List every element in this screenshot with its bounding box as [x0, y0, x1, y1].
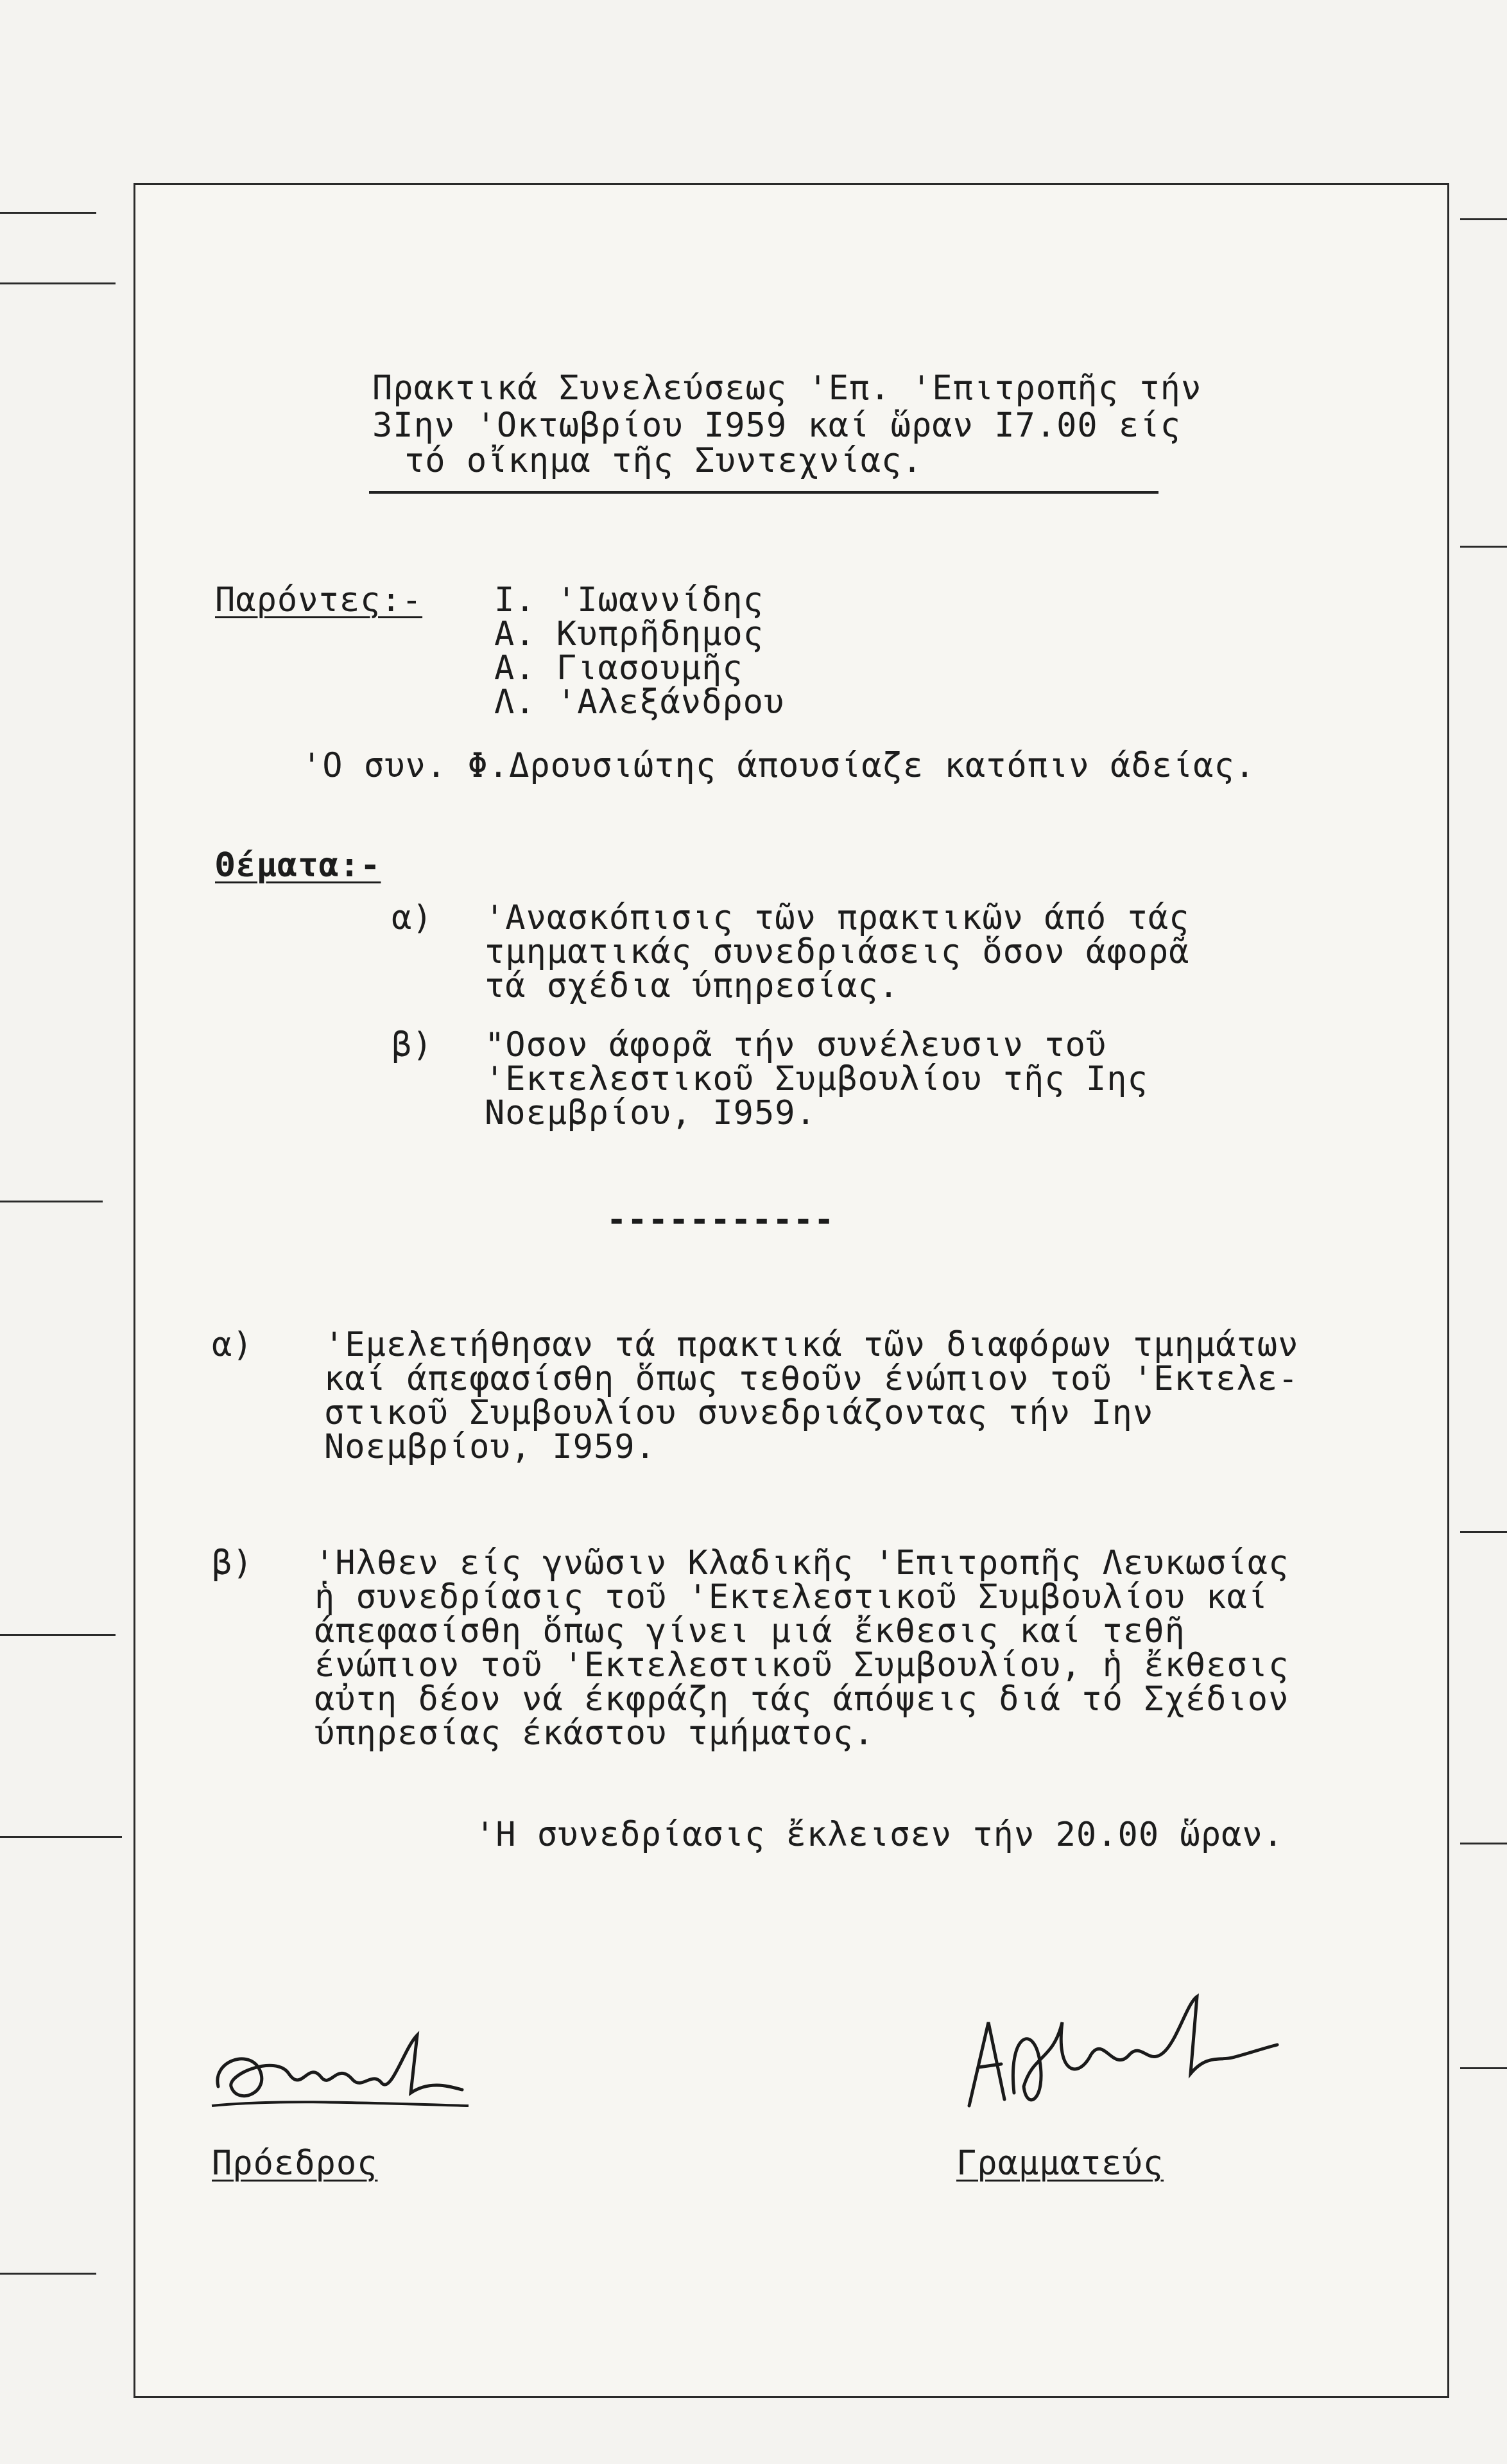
- header-underline: [369, 491, 1158, 494]
- section-separator: -----------: [607, 1201, 835, 1239]
- closing-line: 'Η συνεδρίασις ἔκλεισεν τήν 20.00 ὥραν.: [475, 1816, 1284, 1854]
- decision-marker: α): [212, 1326, 254, 1364]
- topic-line: Νοεμβρίου, Ι959.: [485, 1094, 816, 1132]
- scan-edge-line: [1460, 2067, 1507, 2069]
- scan-edge-line: [0, 282, 116, 284]
- header-line: τό οἴκημα τῆς Συντεχνίας.: [404, 442, 923, 480]
- decision-line: Νοεμβρίου, Ι959.: [324, 1428, 656, 1466]
- present-member: Α. Γιασουμῆς: [494, 649, 743, 688]
- present-label: Παρόντες:-: [215, 581, 423, 620]
- scan-edge-line: [1460, 1531, 1507, 1533]
- present-member: Α. Κυπρῆδημος: [494, 615, 764, 654]
- topic-line: 'Εκτελεστικοῦ Συμβουλίου τῆς Ιης: [485, 1060, 1148, 1098]
- decision-marker: β): [212, 1544, 254, 1583]
- decision-line: 'Εμελετήθησαν τά πρακτικά τῶν διαφόρων τμημάτων: [324, 1326, 1299, 1364]
- scan-edge-line: [0, 212, 96, 214]
- decision-line: 'Ηλθεν είς γνῶσιν Κλαδικῆς 'Επιτροπῆς Λευκωσίας: [314, 1544, 1289, 1583]
- decision-line: άπεφασίσθη ὅπως γίνει μιά ἔκθεσις καί τεθῆ: [314, 1612, 1185, 1651]
- absence-note: 'Ο συν. Φ.Δρουσιώτης άπουσίαζε κατόπιν άδείας.: [302, 747, 1256, 785]
- decision-line: στικοῦ Συμβουλίου συνεδριάζοντας τήν Ιην: [324, 1394, 1154, 1432]
- scan-edge-line: [0, 2273, 96, 2275]
- scan-edge-line: [1460, 218, 1507, 220]
- scan-edge-line: [0, 1634, 116, 1636]
- scan-edge-line: [1460, 546, 1507, 548]
- decision-line: ἡ συνεδρίασις τοῦ 'Εκτελεστικοῦ Συμβουλίου καί: [314, 1578, 1269, 1617]
- topic-line: 'Ανασκόπισις τῶν πρακτικῶν άπό τάς: [485, 899, 1190, 937]
- decision-line: ένώπιον τοῦ 'Εκτελεστικοῦ Συμβουλίου, ἡ ἔκθεσις: [314, 1646, 1289, 1685]
- present-member: Λ. 'Αλεξάνδρου: [494, 683, 785, 722]
- header-line: 3Ιην 'Οκτωβρίου Ι959 καί ὥραν Ι7.00 είς: [372, 406, 1181, 445]
- scan-edge-line: [1460, 1843, 1507, 1844]
- topic-marker: α): [392, 899, 433, 937]
- decision-line: αὐτη δέον νά έκφράζη τάς άπόψεις διά τό Σχέδιον: [314, 1680, 1289, 1719]
- topic-marker: β): [392, 1026, 433, 1064]
- header-line: Πρακτικά Συνελεύσεως 'Επ. 'Επιτροπῆς τήν: [372, 369, 1202, 408]
- topic-line: "Οσον άφορᾶ τήν συνέλευσιν τοῦ: [485, 1026, 1107, 1064]
- secretary-signature: [943, 1984, 1303, 2131]
- present-member: Ι. 'Ιωαννίδης: [494, 581, 764, 620]
- decision-line: καί άπεφασίσθη ὅπως τεθοῦν ένώπιον τοῦ 'Εκτελε-: [324, 1360, 1299, 1398]
- secretary-label: Γραμματεύς: [956, 2144, 1164, 2183]
- topic-line: τμηματικάς συνεδριάσεις ὅσον άφορᾶ: [485, 933, 1190, 971]
- topic-line: τά σχέδια ύπηρεσίας.: [485, 967, 900, 1005]
- scan-edge-line: [0, 1201, 103, 1202]
- scan-edge-line: [0, 1836, 122, 1838]
- decision-line: ύπηρεσίας έκάστου τμήματος.: [314, 1714, 875, 1753]
- president-signature: [199, 2009, 481, 2138]
- president-label: Πρόεδρος: [212, 2144, 378, 2183]
- topics-label: Θέματα:-: [215, 846, 381, 885]
